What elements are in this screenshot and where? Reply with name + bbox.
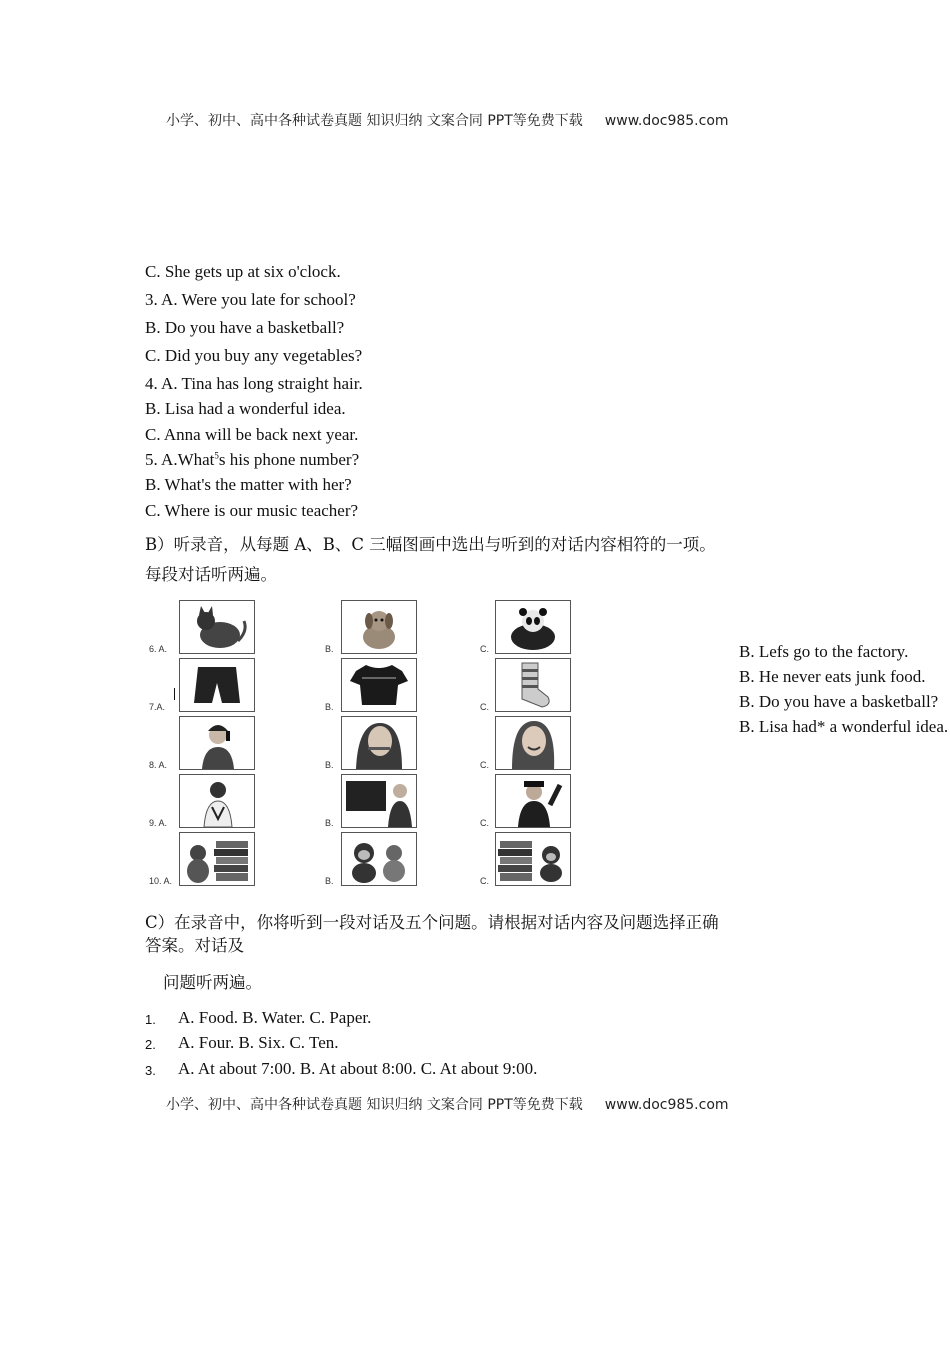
- pic-9c-policeman[interactable]: [495, 774, 571, 828]
- side-note-2: B. He never eats junk food.: [739, 667, 926, 686]
- pic-6a-cat[interactable]: [179, 600, 255, 654]
- row-8-label-c: C.: [480, 760, 489, 770]
- part-c-instruction-2: 答案。对话及: [145, 936, 244, 955]
- pic-7b-tshirt[interactable]: [341, 658, 417, 712]
- header-url[interactable]: www.doc985.com: [604, 113, 729, 129]
- question-c1-number: 1.: [145, 1012, 156, 1027]
- question-c3-options: A. At about 7:00. B. At about 8:00. C. At about 9:00.: [178, 1059, 538, 1078]
- stray-mark: [174, 688, 175, 700]
- header-text: 小学、初中、高中各种试卷真题 知识归纳 文案合同 PPT等免费下载: [166, 113, 583, 129]
- part-c-instruction: C）在录音中，你将听到一段对话及五个问题。请根据对话内容及问题选择正确: [145, 913, 719, 932]
- part-b-instruction-2: 每段对话听两遍。: [145, 565, 277, 584]
- picture-grid: [145, 596, 585, 894]
- row-9-label-c: C.: [480, 818, 489, 828]
- footer-text: 小学、初中、高中各种试卷真题 知识归纳 文案合同 PPT等免费下载: [166, 1097, 583, 1113]
- row-6-label-a: 6. A.: [149, 644, 168, 654]
- side-notes: [739, 641, 950, 741]
- question-3a: 3. A. Were you late for school?: [145, 290, 356, 309]
- row-9-label-b: B.: [325, 818, 334, 828]
- question-4a: 4. A. Tina has long straight hair.: [145, 374, 363, 393]
- q5-superscript: 5: [214, 450, 219, 461]
- pic-10c-books-monkey[interactable]: [495, 832, 571, 886]
- option-4c: C. Anna will be back next year.: [145, 425, 359, 444]
- question-c3-number: 3.: [145, 1063, 156, 1078]
- row-9-label-a: 9. A.: [149, 818, 168, 828]
- row-7-label-b: B.: [325, 702, 334, 712]
- row-8-label-b: B.: [325, 760, 334, 770]
- part-b-instruction: B）听录音，从每题 A、B、C 三幅图画中选出与听到的对话内容相符的一项。: [145, 535, 716, 554]
- page-footer: [166, 1094, 729, 1114]
- option-2c: C. She gets up at six o'clock.: [145, 262, 341, 281]
- footer-url[interactable]: www.doc985.com: [604, 1097, 729, 1113]
- question-5a: 5. A.What$^5$s his phone number?: [145, 450, 360, 469]
- side-note-4: B. Lisa had* a wonderful idea.: [739, 717, 949, 736]
- pic-6b-puppy[interactable]: [341, 600, 417, 654]
- pic-10b-monkey-bear[interactable]: [341, 832, 417, 886]
- row-10-label-a: 10. A.: [149, 876, 173, 886]
- pic-9a-doctor[interactable]: [179, 774, 255, 828]
- part-c-instruction-3: 问题听两遍。: [163, 973, 262, 992]
- row-6-label-c: C.: [480, 644, 489, 654]
- page-header: [166, 110, 729, 130]
- side-note-3: B. Do you have a basketball?: [739, 692, 939, 711]
- option-3c: C. Did you buy any vegetables?: [145, 346, 363, 365]
- row-7-label-c: C.: [480, 702, 489, 712]
- pic-9b-teacher[interactable]: [341, 774, 417, 828]
- row-7-label-a: 7.A.: [149, 702, 166, 712]
- pic-8b-woman-brushing[interactable]: [341, 716, 417, 770]
- side-note-1: B. Lefs go to the factory.: [739, 642, 909, 661]
- pic-7c-socks[interactable]: [495, 658, 571, 712]
- pic-10a-bear-books[interactable]: [179, 832, 255, 886]
- option-5b: B. What's the matter with her?: [145, 475, 352, 494]
- row-10-label-c: C.: [480, 876, 489, 886]
- row-8-label-a: 8. A.: [149, 760, 168, 770]
- option-5c: C. Where is our music teacher?: [145, 501, 359, 520]
- pic-6c-panda[interactable]: [495, 600, 571, 654]
- pic-8a-woman-phone[interactable]: [179, 716, 255, 770]
- pic-8c-woman-smiling[interactable]: [495, 716, 571, 770]
- option-3b: B. Do you have a basketball?: [145, 318, 345, 337]
- row-6-label-b: B.: [325, 644, 334, 654]
- question-c2-options: A. Four. B. Six. C. Ten.: [178, 1033, 339, 1052]
- question-c1-options: A. Food. B. Water. C. Paper.: [178, 1008, 372, 1027]
- question-c2-number: 2.: [145, 1037, 156, 1052]
- option-4b: B. Lisa had a wonderful idea.: [145, 399, 346, 418]
- row-10-label-b: B.: [325, 876, 334, 886]
- pic-7a-shorts[interactable]: [179, 658, 255, 712]
